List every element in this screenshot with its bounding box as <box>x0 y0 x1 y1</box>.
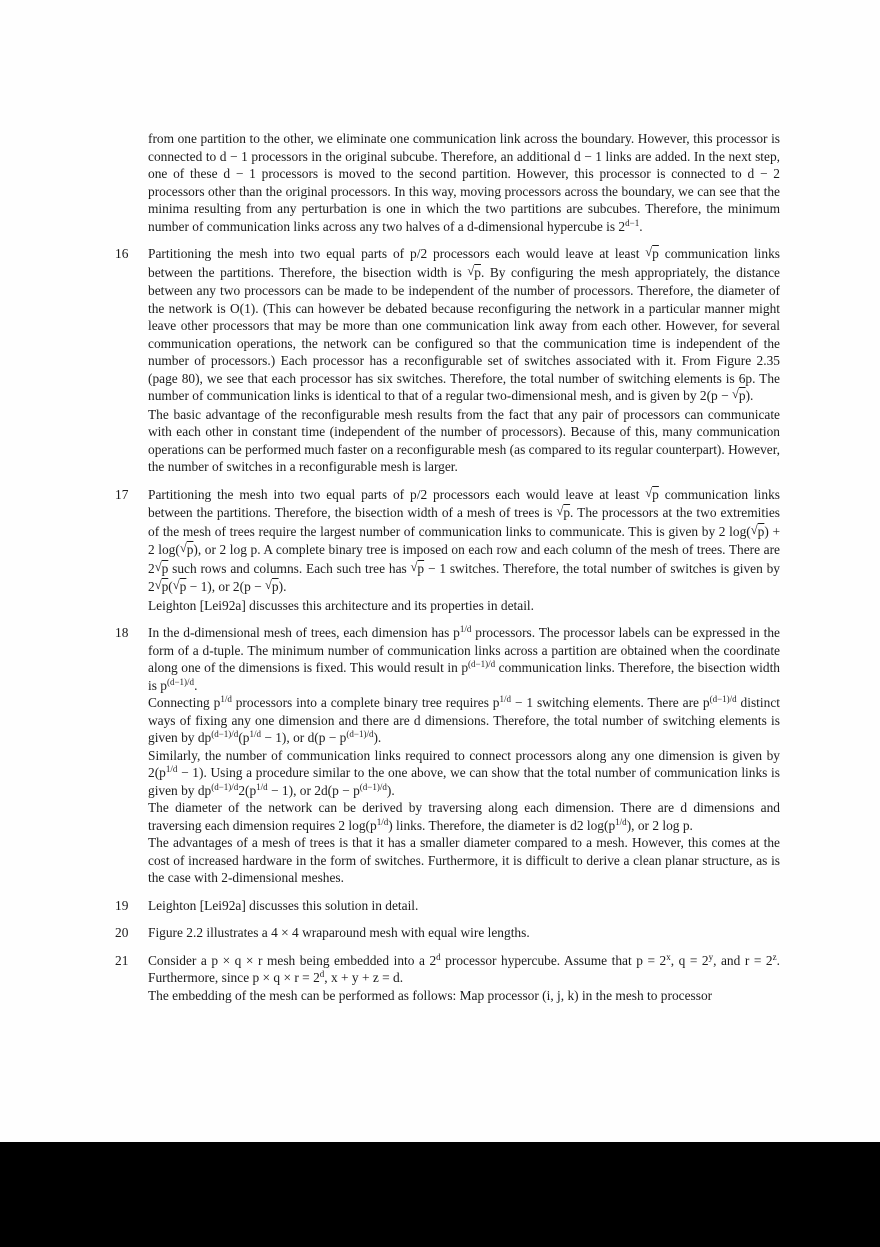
sqrt-expression <box>265 579 279 594</box>
superscript: (d−1)/d <box>211 729 239 739</box>
radicand: p <box>186 542 194 557</box>
radical-icon: √ <box>172 578 180 592</box>
item-number: 18 <box>115 625 129 640</box>
radical-icon: √ <box>467 263 475 278</box>
superscript: (d−1)/d <box>468 659 496 669</box>
sqrt-expression <box>173 579 187 594</box>
solution-item-21 <box>115 952 780 1005</box>
item-number: 20 <box>115 925 129 940</box>
radicand: p <box>161 579 169 594</box>
superscript: z <box>772 951 777 962</box>
document-content <box>115 130 780 1014</box>
superscript: d−1 <box>625 217 640 228</box>
sqrt-expression <box>411 561 425 576</box>
sqrt-expression <box>155 561 169 576</box>
paragraph: Leighton [Lei92a] discusses this architecture and its properties in detail. <box>148 597 534 613</box>
radical-icon: √ <box>154 559 162 574</box>
solution-item-17 <box>115 486 780 615</box>
radical-icon: √ <box>731 387 739 401</box>
radical-icon: √ <box>750 522 758 537</box>
superscript: (d−1)/d <box>211 781 239 792</box>
superscript: 1/d <box>256 781 268 792</box>
letterbox-bottom <box>0 1142 880 1247</box>
paragraph: The diameter of the network can be derived by traversing along each dimension. There are d dimensions and traversing each dimension requires 2 $\log(p^{1/d})$ links. Therefore, the diameter is d2 $\log(p^{1/d})$, or 2 log p. <box>148 800 780 833</box>
superscript: (d−1)/d <box>359 781 387 792</box>
item-number: 21 <box>115 952 129 968</box>
radicand: p <box>757 523 765 539</box>
paragraph: Leighton [Lei92a] discusses this solution in detail. <box>148 897 419 913</box>
item-number: 17 <box>115 486 129 502</box>
paragraph: Partitioning the mesh into two equal parts of p/2 processors each would leave at least √p communication links between the partitions. Therefore, the bisection width is √p. By configuring the mesh appropriately, the distance between any two processors can be made to be independent of the number of processors. Therefore, the diameter of the network is O(1). (This can however be debated because reconfiguring the network in a particular manner might leave other processors that may be more than one communication link away from each other. However, for several communication operations, the network can be configured so that the communication time is independent of the number of processors.) Each processor has a reconfigurable set of switches associated with it. From Figure 2.35 (page 80), we see that each processor has six switches. Therefore, the total number of switching elements is 6p. The number of communication links is identical to that of a regular two-dimensional mesh, and is given by 2(p − √p). <box>148 245 780 403</box>
radicand: p <box>179 579 187 594</box>
solution-item-18 <box>115 624 780 887</box>
paragraph: Partitioning the mesh into two equal parts of p/2 processors each would leave at least √p communication links between the partitions. Therefore, the bisection width of a mesh of trees is √p. The processors at the two extremities of the mesh of trees require the largest number of communication links to communicate. This is given by 2 log(√p) + 2 log(√p), or 2 log p. A complete binary tree is imposed on each row and each column of the mesh of trees. There are 2√p such rows and columns. Each such tree has √p − 1 switches. Therefore, the total number of switches is given by 2√p(√p − 1), or 2(p − √p). <box>148 485 781 594</box>
superscript: 1/d <box>499 694 512 704</box>
paragraph: Similarly, the number of communication links required to connect processors along any one dimension is given by $2(p^{1/d} - 1)$. Using a procedure similar to the one above, we can show that the total number of communication links is given by $dp^{(d-1)/d}2(p^{1/d} - 1)$, or $2d(p - p^{(d-1)/d})$. <box>148 747 780 798</box>
radicand: p <box>563 505 571 520</box>
radical-icon: √ <box>645 485 653 500</box>
sqrt-expression <box>645 487 659 502</box>
sqrt-expression <box>645 246 659 261</box>
sqrt-expression <box>467 265 481 280</box>
sqrt-expression <box>732 388 746 403</box>
paragraph: The embedding of the mesh can be performed as follows: Map processor (i, j, k) in the mesh to processor <box>148 987 713 1003</box>
continued-paragraph-block <box>115 130 780 235</box>
sqrt-expression <box>556 505 570 520</box>
radicand: p <box>474 264 481 280</box>
superscript: 1/d <box>615 816 627 827</box>
superscript: 1/d <box>459 624 472 634</box>
item-body <box>148 130 780 235</box>
paragraph: The advantages of a mesh of trees is that it has a smaller diameter compared to a mesh. However, this comes at the cost of increased hardware in the form of switches. Furthermore, it is difficult to derive a clean planar structure, as is the case with 2-dimensional meshes. <box>148 835 780 885</box>
radical-icon: √ <box>645 245 653 259</box>
item-number: 16 <box>115 246 129 261</box>
item-body <box>148 624 780 887</box>
item-body <box>148 486 780 615</box>
radicand: p <box>417 560 425 576</box>
superscript: (d−1)/d <box>709 694 737 704</box>
radical-icon: √ <box>179 541 187 555</box>
radicand: p <box>652 246 659 261</box>
item-number <box>115 130 148 235</box>
sqrt-expression <box>180 542 194 557</box>
radicand: p <box>271 579 279 594</box>
paragraph: In the d-dimensional mesh of trees, each dimension has $p^{1/d}$ processors. The processor labels can be expressed in the form of a d-tuple. The minimum number of communication links across a partition are obtained when the coordinate along one of the dimensions is fixed. This would result in $p^{(d-1)/d}$ communication links. Therefore, the bisection width is $p^{(d-1)/d}$. <box>148 624 780 693</box>
paragraph: The basic advantage of the reconfigurable mesh results from the fact that any pair of processors can communicate with each other in constant time (independent of the number of processors). Because of this, many communication operations can be performed much faster on a reconfigurable mesh (as compared to its regular counterpart). However, the number of switches in a reconfigurable mesh is larger. <box>148 406 780 474</box>
radicand: p <box>161 560 169 576</box>
radicand: p <box>738 388 746 403</box>
solution-item-16 <box>115 245 780 476</box>
superscript: d <box>319 969 325 979</box>
superscript: 1/d <box>220 694 232 704</box>
paragraph: from one partition to the other, we eliminate one communication link across the boundary. However, this processor is connected to d − 1 processors in the original subcube. Therefore, an additional d − 1 links are added. In the next step, one of these d − 1 processors is moved to the second partition. However, this processor is connected to d − 2 processors other than the original processors. In this way, moving processors across the boundary, we can see that the minima resulting from any perturbation is one in which the two partitions are subcubes. Therefore, the minimum number of communication links across any two halves of a d-dimensional hypercube is $2^{d-1}$. <box>148 131 780 234</box>
radical-icon: √ <box>154 578 162 592</box>
item-body <box>148 897 780 915</box>
radicand: p <box>652 486 659 502</box>
paragraph: Figure 2.2 illustrates a 4 × 4 wraparound mesh with equal wire lengths. <box>148 925 530 940</box>
superscript: d <box>436 951 441 962</box>
sqrt-expression <box>751 524 765 539</box>
item-number: 19 <box>115 897 129 913</box>
superscript: x <box>666 951 671 962</box>
solution-item-19 <box>115 897 780 915</box>
superscript: 1/d <box>249 729 261 739</box>
radical-icon: √ <box>265 578 272 592</box>
superscript: y <box>708 951 714 962</box>
item-body <box>148 952 780 1005</box>
superscript: (d−1)/d <box>346 729 374 739</box>
radical-icon: √ <box>410 559 418 574</box>
sqrt-expression <box>155 579 169 594</box>
item-body <box>148 245 780 476</box>
item-body <box>148 924 780 942</box>
superscript: 1/d <box>165 764 178 774</box>
paragraph: Connecting $p^{1/d}$ processors into a complete binary tree requires $p^{1/d} - 1$ switching elements. There are $p^{(d-1)/d}$ distinct ways of fixing any one dimension and there are d dimensions. Therefore, the total number of switching elements is given by $dp^{(d-1)/d}(p^{1/d} - 1)$, or $d(p - p^{(d-1)/d})$. <box>148 694 780 745</box>
paragraph: Consider a p × q × r mesh being embedded into a 2$^d$ processor hypercube. Assume that $p = 2^x$, $q = 2^y$, and $r = 2^z$. Furthermore, since $p \times q \times r = 2^d$, x + y + z = d. <box>148 951 780 985</box>
superscript: 1/d <box>376 816 389 827</box>
superscript: (d−1)/d <box>166 676 195 687</box>
radical-icon: √ <box>556 504 564 518</box>
solution-item-20 <box>115 924 780 942</box>
